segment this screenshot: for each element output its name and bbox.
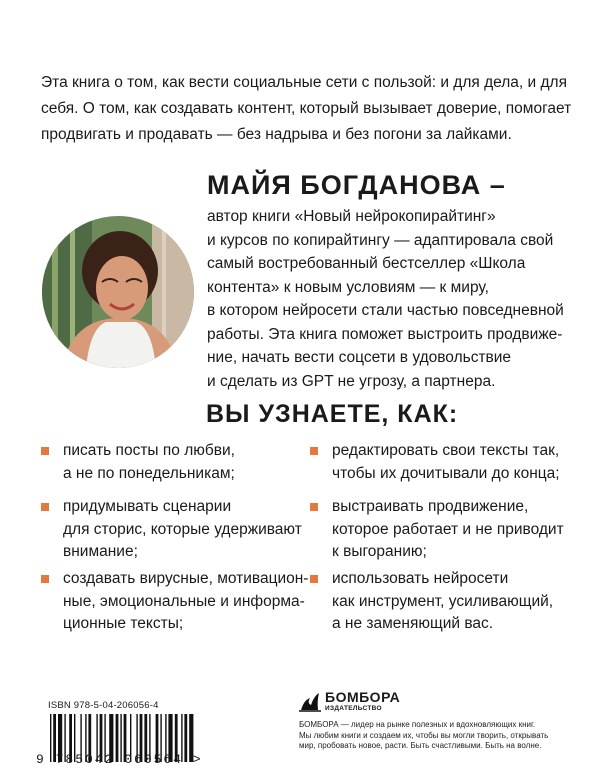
bullet-marker (310, 503, 318, 511)
intro-line: Эта книга о том, как вести социальные сети с пользой: и для дела, и для (41, 74, 567, 91)
author-bio (207, 205, 564, 393)
learn-item (41, 440, 235, 485)
bio-line: автор книги «Новый нейрокопирайтинг» (207, 208, 496, 225)
bio-line: ние, начать вести соцсети в удовольствие (207, 349, 512, 366)
publisher-logo (299, 690, 599, 712)
bio-line: и сделать из GPT не угрозу, а партнера. (207, 372, 496, 390)
publisher-blurb (299, 720, 599, 752)
blurb-line: мир, пробовать новое, расти. Быть счастливыми. Быть на волне. (299, 741, 542, 750)
item-line: ные, эмоциональные и информа- (63, 592, 305, 610)
item-line: чтобы их дочитывали до конца; (332, 464, 560, 482)
bio-line: самый востребованный бестселлер «Школа (207, 255, 526, 272)
bombora-wave-icon (299, 690, 321, 712)
blurb-line: БОМБОРА — лидер на рынке полезных и вдохновляющих книг. (299, 720, 536, 729)
item-line: ционные тексты; (63, 615, 184, 632)
barcode-digits: 9 785042 060564 > (36, 752, 203, 767)
isbn-label: ISBN 978-5-04-206056-4 (48, 700, 159, 711)
bullet-marker (41, 447, 49, 455)
item-line: редактировать свои тексты так, (332, 442, 560, 459)
item-line: выстраивать продвижение, (332, 498, 529, 515)
item-line: как инструмент, усиливающий, (332, 592, 554, 610)
bullet-marker (41, 503, 49, 511)
learn-item (310, 496, 564, 564)
publisher-name: БОМБОРА (325, 689, 401, 705)
learn-item (310, 568, 553, 636)
barcode-block (36, 700, 258, 767)
item-line: создавать вирусные, мотивацион- (63, 570, 309, 587)
publisher-imprint: ИЗДАТЕЛЬСТВО (325, 705, 382, 712)
item-line: к выгоранию; (332, 543, 427, 560)
item-line: использовать нейросети (332, 570, 509, 587)
learn-item (310, 440, 560, 485)
item-line: а не заменяющий вас. (332, 615, 494, 632)
item-line: придумывать сценарии (63, 498, 232, 515)
learn-item (41, 496, 302, 564)
author-portrait (42, 216, 194, 368)
learn-heading: ВЫ УЗНАЕТЕ, КАК: (206, 400, 459, 428)
item-line: а не по понедельникам; (63, 464, 235, 482)
bio-line: в котором нейросети стали частью повседневной (207, 302, 564, 319)
item-line: писать посты по любви, (63, 442, 235, 459)
bio-line: контента» к новым условиям — к миру, (207, 278, 489, 296)
intro-text (41, 70, 581, 148)
author-name: МАЙЯ БОГДАНОВА – (207, 170, 506, 200)
bullet-marker (41, 575, 49, 583)
publisher-block (299, 690, 599, 752)
bullet-marker (310, 575, 318, 583)
bullet-marker (310, 447, 318, 455)
learn-item (41, 568, 308, 636)
bio-line: работы. Эта книга поможет выстроить продвиже- (207, 325, 563, 343)
item-line: внимание; (63, 543, 138, 560)
item-line: которое работает и не приводит (332, 520, 564, 538)
intro-line: продвигать и продавать — без надрыва и без погони за лайками. (41, 126, 512, 143)
intro-line: себя. О том, как создавать контент, который вызывает доверие, помогает (41, 100, 572, 117)
blurb-line: Мы любим книги и создаем их, чтобы вы могли творить, открывать (299, 730, 549, 740)
bio-line: и курсов по копирайтингу — адаптировала свой (207, 231, 554, 249)
item-line: для сторис, которые удерживают (63, 520, 302, 538)
